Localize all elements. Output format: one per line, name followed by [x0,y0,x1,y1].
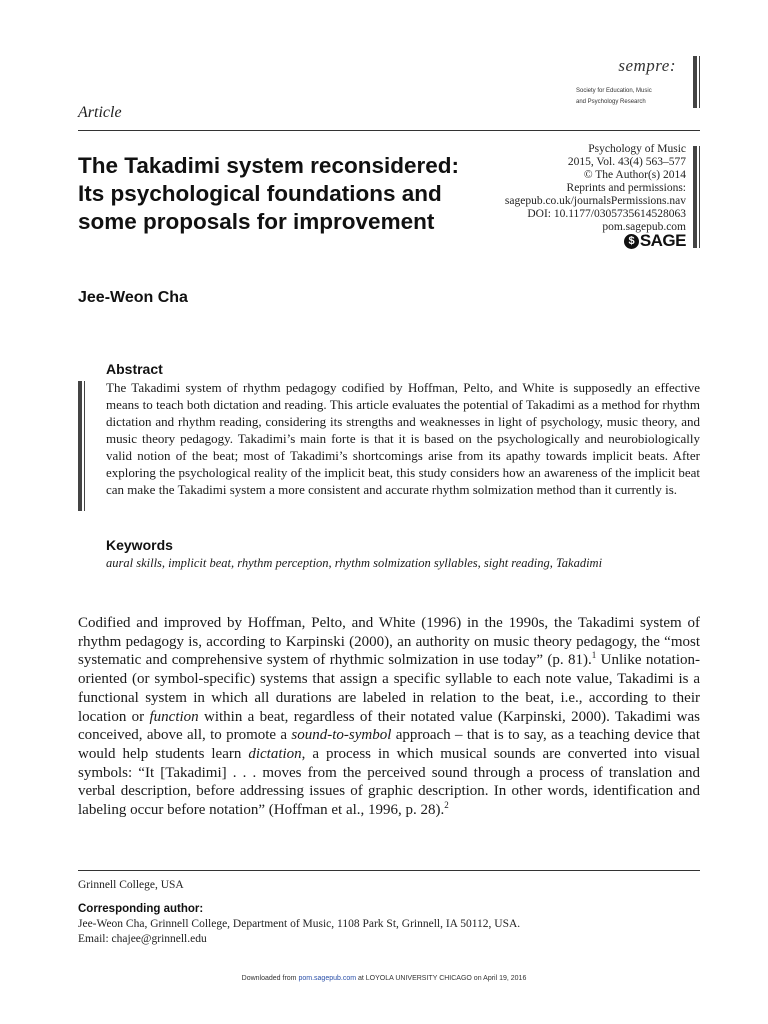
corresponding-author-address: Jee-Weon Cha, Grinnell College, Department of Music, 1108 Park St, Grinnell, IA 50112, USA. [78,918,521,930]
header-divider [78,130,700,131]
meta-bar-thin [699,146,700,248]
journal-reprints-url[interactable]: sagepub.co.uk/journalsPermissions.nav [504,195,686,207]
keywords-heading: Keywords [106,537,173,553]
journal-copyright: © The Author(s) 2014 [583,169,686,181]
publisher-subtitle-line2: and Psychology Research [576,99,646,105]
corresponding-author-email[interactable]: Email: chajee@grinnell.edu [78,933,207,945]
body-text-1: Codified and improved by Hoffman, Pelto, and White (1996) in the 1990s, the Takadimi system of rhythm pedagogy is, according to Karpinski (2000), an authority on music theory pedagogy, the “most systematic and comprehensive system of rhythmic solmization in use today” (p. 81). [78,615,700,669]
article-title [78,152,518,236]
body-paragraph [78,614,700,820]
article-type-label: Article [78,104,122,121]
body-emphasis-1: function [149,708,199,725]
sage-mark-icon: $ [624,234,639,249]
publisher-subtitle-line1: Society for Education, Music [576,88,652,94]
footnote-ref-1[interactable]: 1 [591,650,597,661]
title-line-3: some proposals for improvement [78,209,435,234]
abstract-text: The Takadimi system of rhythm pedagogy codified by Hoffman, Pelto, and White is supposedly an effective means to teach both dictation and reading. This article evaluates the potential of Takadimi as a method for rhythm dictation and rhythm reading, considering its strengths and weaknesses in light of psychology, music theory, and music theory pedagogy. Takadimi’s main forte is that it is based on the psychologically and neurobiologically valid notion of the beat; most of Takadimi’s shortcomings arise from its apathy towards implicit beats. After exploring the psychological reality of the implicit beat, this study considers how an awareness of the implicit beat can make the Takadimi system a more consistent and accurate rhythm solmization method than it currently is. [106,380,700,497]
abstract-bar [78,381,82,511]
corresponding-author-heading: Corresponding author: [78,903,204,915]
body-emphasis-2: sound-to-symbol [291,727,392,744]
journal-name: Psychology of Music [588,143,686,155]
publisher-subtitle [576,86,676,108]
download-prefix: Downloaded from [241,975,299,982]
body-text-5: , a process in which musical sounds are converted into visual symbols: “It [Takadimi] . . . moves from the perceived sound through a process of translation and verbal description, before addressing issues of graphic description. In other words, identification and labeling occur before notation” (Hoffman et al., 1996, p. 28). [78,745,700,819]
footer-divider [78,870,700,871]
journal-meta [505,143,686,234]
sage-logo [624,231,686,251]
sage-logo-text: SAGE [639,231,686,250]
journal-volume: 2015, Vol. 43(4) 563–577 [567,156,686,168]
body-text-2: Unlike notation-oriented (or symbol-specific) systems that assign a specific syllable to each note value, Takadimi is a functional system in which all durations are labeled in relation to the beat, i.e., according to their location or [78,652,700,725]
download-link[interactable]: pom.sagepub.com [298,975,357,982]
body-text-3: within a beat, regardless of their notated value (Karpinski, 2000). Takadimi was conceived, above all, to promote a [78,708,700,744]
title-line-1: The Takadimi system reconsidered: [78,153,459,178]
footnote-ref-2[interactable]: 2 [444,800,449,811]
author-affiliation: Grinnell College, USA [78,879,184,891]
journal-site[interactable]: pom.sagepub.com [602,221,686,233]
abstract-heading: Abstract [106,361,163,377]
journal-doi[interactable]: DOI: 10.1177/0305735614528063 [527,208,686,220]
author-name: Jee-Weon Cha [78,289,188,306]
keywords-text: aural skills, implicit beat, rhythm perception, rhythm solmization syllables, sight reading, Takadimi [106,556,603,570]
journal-reprints: Reprints and permissions: [566,182,686,194]
publisher-name: sempre: [618,56,676,75]
body-text-4: approach – that is to say, as a teaching device that would help students learn [78,727,700,762]
title-line-2: Its psychological foundations and [78,181,442,206]
meta-bar [693,146,697,248]
publisher-bar [693,56,697,108]
publisher-bar-thin [699,56,700,108]
download-notice [0,975,768,982]
body-emphasis-3: dictation [248,745,302,762]
abstract-bar-thin [84,381,85,511]
download-suffix: at LOYOLA UNIVERSITY CHICAGO on April 19, 2016 [356,975,527,982]
